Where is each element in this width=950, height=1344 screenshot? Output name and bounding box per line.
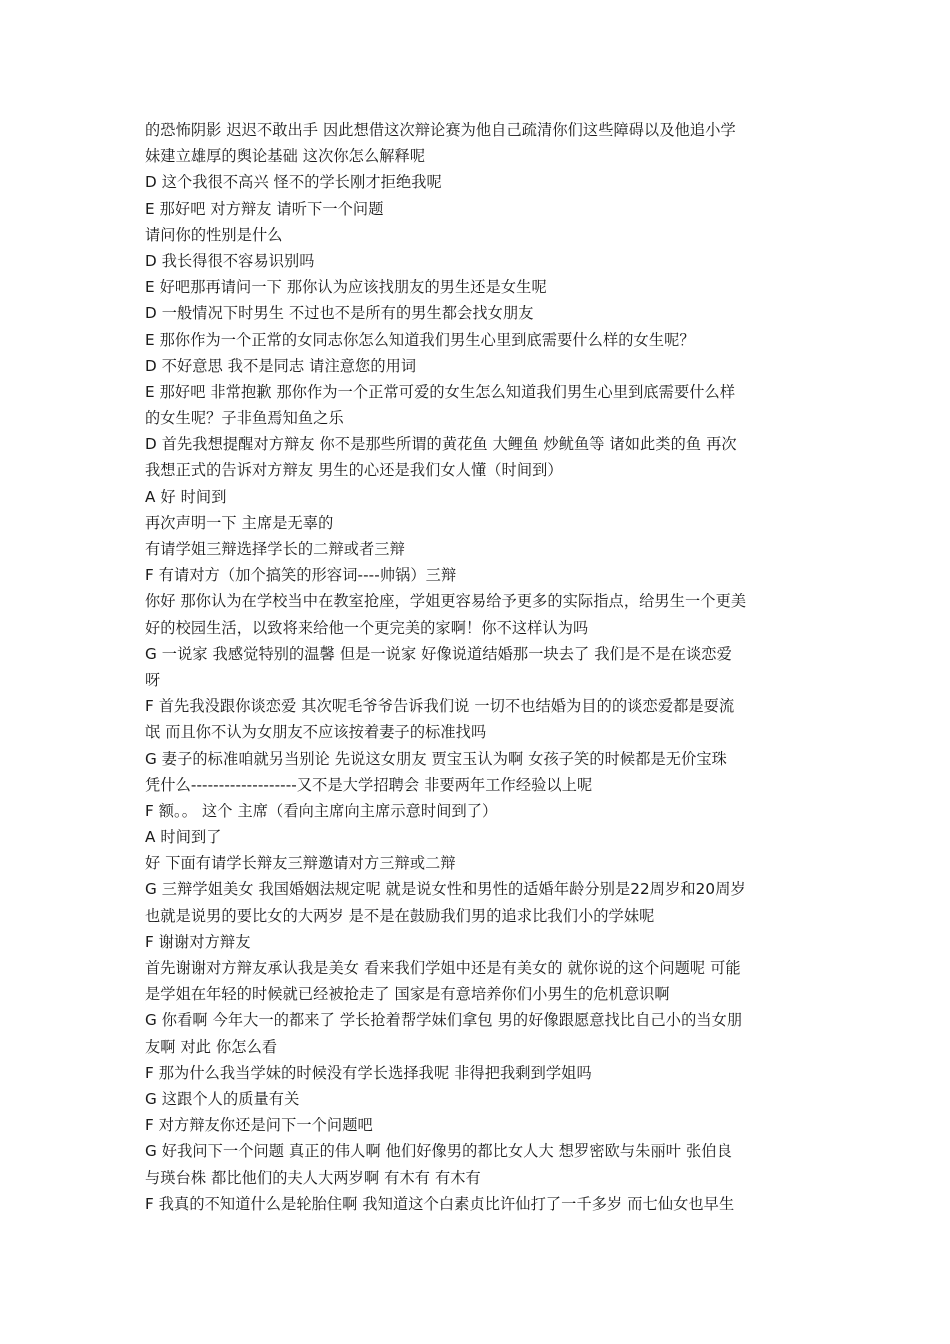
text-line: A 时间到了 bbox=[145, 828, 222, 847]
text-line: 的恐怖阴影 迟迟不敢出手 因此想借这次辩论赛为他自己疏清你们这些障碍以及他追小学 bbox=[145, 121, 736, 139]
text-line: F 有请对方（加个搞笑的形容词----帅锅）三辩 bbox=[145, 566, 457, 585]
text-line: 好的校园生活，以致将来给他一个更完美的家啊！你不这样认为吗 bbox=[145, 618, 589, 637]
text-line: G 妻子的标准咱就另当别论 先说这女朋友 贾宝玉认为啊 女孩子笑的时候都是无价宝珠 bbox=[145, 749, 727, 768]
text-line: E 那好吧 对方辩友 请听下一个问题 bbox=[145, 199, 384, 218]
text-line: E 好吧那再请问一下 那你认为应该找朋友的男生还是女生呢 bbox=[145, 278, 547, 297]
text-line: 妹建立雄厚的舆论基础 这次你怎么解释呢 bbox=[145, 147, 426, 166]
text-line: 请问你的性别是什么 bbox=[145, 225, 283, 244]
text-line: D 首先我想提醒对方辩友 你不是那些所谓的黄花鱼 大鲤鱼 炒鱿鱼等 诸如此类的鱼 再次 bbox=[145, 435, 737, 454]
text-line: 再次声明一下 主席是无辜的 bbox=[145, 513, 334, 532]
text-line: F 额。。 这个 主席（看向主席向主席示意时间到了） bbox=[145, 801, 498, 820]
text-line: 呀 bbox=[145, 670, 161, 689]
text-line: G 三辩学姐美女 我国婚姻法规定呢 就是说女性和男性的适婚年龄分别是22周岁和20周岁 bbox=[145, 880, 746, 899]
text-line: A 好 时间到 bbox=[145, 487, 227, 506]
text-line: 有请学姐三辩选择学长的二辩或者三辩 bbox=[145, 540, 405, 558]
text-line: 氓 而且你不认为女朋友不应该按着妻子的标准找吗 bbox=[145, 723, 487, 742]
text-line: D 这个我很不高兴 怪不的学长刚才拒绝我呢 bbox=[145, 173, 442, 192]
text-line: F 首先我没跟你谈恋爱 其次呢毛爷爷告诉我们说 一切不也结婚为目的的谈恋爱都是耍流 bbox=[145, 697, 735, 716]
text-line: 也就是说男的要比女的大两岁 是不是在鼓励我们男的追求比我们小的学妹呢 bbox=[145, 906, 655, 925]
document-body bbox=[145, 117, 813, 1217]
text-line: F 对方辩友你还是问下一个问题吧 bbox=[145, 1116, 373, 1135]
text-line: 你好 那你认为在学校当中在教室抢座，学姐更容易给予更多的实际指点，给男生一个更美 bbox=[145, 592, 747, 611]
text-line: F 我真的不知道什么是轮胎住啊 我知道这个白素贞比许仙打了一千多岁 而七仙女也早生 bbox=[145, 1194, 735, 1213]
text-line: F 谢谢对方辩友 bbox=[145, 932, 251, 951]
text-line: G 好我问下一个问题 真正的伟人啊 他们好像男的都比女人大 想罗密欧与朱丽叶 张伯良 bbox=[145, 1142, 732, 1161]
text-line: E 那你作为一个正常的女同志你怎么知道我们男生心里到底需要什么样的女生呢？ bbox=[145, 330, 695, 349]
text-line: 好 下面有请学长辩友三辩邀请对方三辩或二辩 bbox=[145, 854, 456, 873]
text-line: D 一般情况下时男生 不过也不是所有的男生都会找女朋友 bbox=[145, 304, 534, 323]
text-line: G 一说家 我感觉特别的温馨 但是一说家 好像说道结婚那一块去了 我们是不是在谈恋爱 bbox=[145, 644, 732, 663]
text-line: 我想正式的告诉对方辩友 男生的心还是我们女人懂（时间到） bbox=[145, 461, 563, 480]
text-line: D 不好意思 我不是同志 请注意您的用词 bbox=[145, 356, 417, 375]
text-line: F 那为什么我当学妹的时候没有学长选择我呢 非得把我剩到学姐吗 bbox=[145, 1063, 592, 1082]
text-line: D 我长得很不容易识别吗 bbox=[145, 251, 315, 270]
text-line: 凭什么-------------------又不是大学招聘会 非要两年工作经验以上呢 bbox=[145, 775, 593, 794]
text-line: G 你看啊 今年大一的都来了 学长抢着帮学妹们拿包 男的好像跟愿意找比自己小的当女朋 bbox=[145, 1011, 743, 1030]
text-line: 的女生呢？子非鱼焉知鱼之乐 bbox=[145, 409, 344, 428]
text-line: 首先谢谢对方辩友承认我是美女 看来我们学姐中还是有美女的 就你说的这个问题呢 可能 bbox=[145, 959, 741, 977]
text-line: E 那好吧 非常抱歉 那你作为一个正常可爱的女生怎么知道我们男生心里到底需要什么样 bbox=[145, 382, 736, 401]
text-line: 友啊 对此 你怎么看 bbox=[145, 1037, 278, 1056]
text-line: 与瑛台株 都比他们的夫人大两岁啊 有木有 有木有 bbox=[145, 1168, 481, 1187]
text-line: 是学姐在年轻的时候就已经被抢走了 国家是有意培养你们小男生的危机意识啊 bbox=[145, 985, 670, 1004]
text-line: G 这跟个人的质量有关 bbox=[145, 1089, 300, 1108]
